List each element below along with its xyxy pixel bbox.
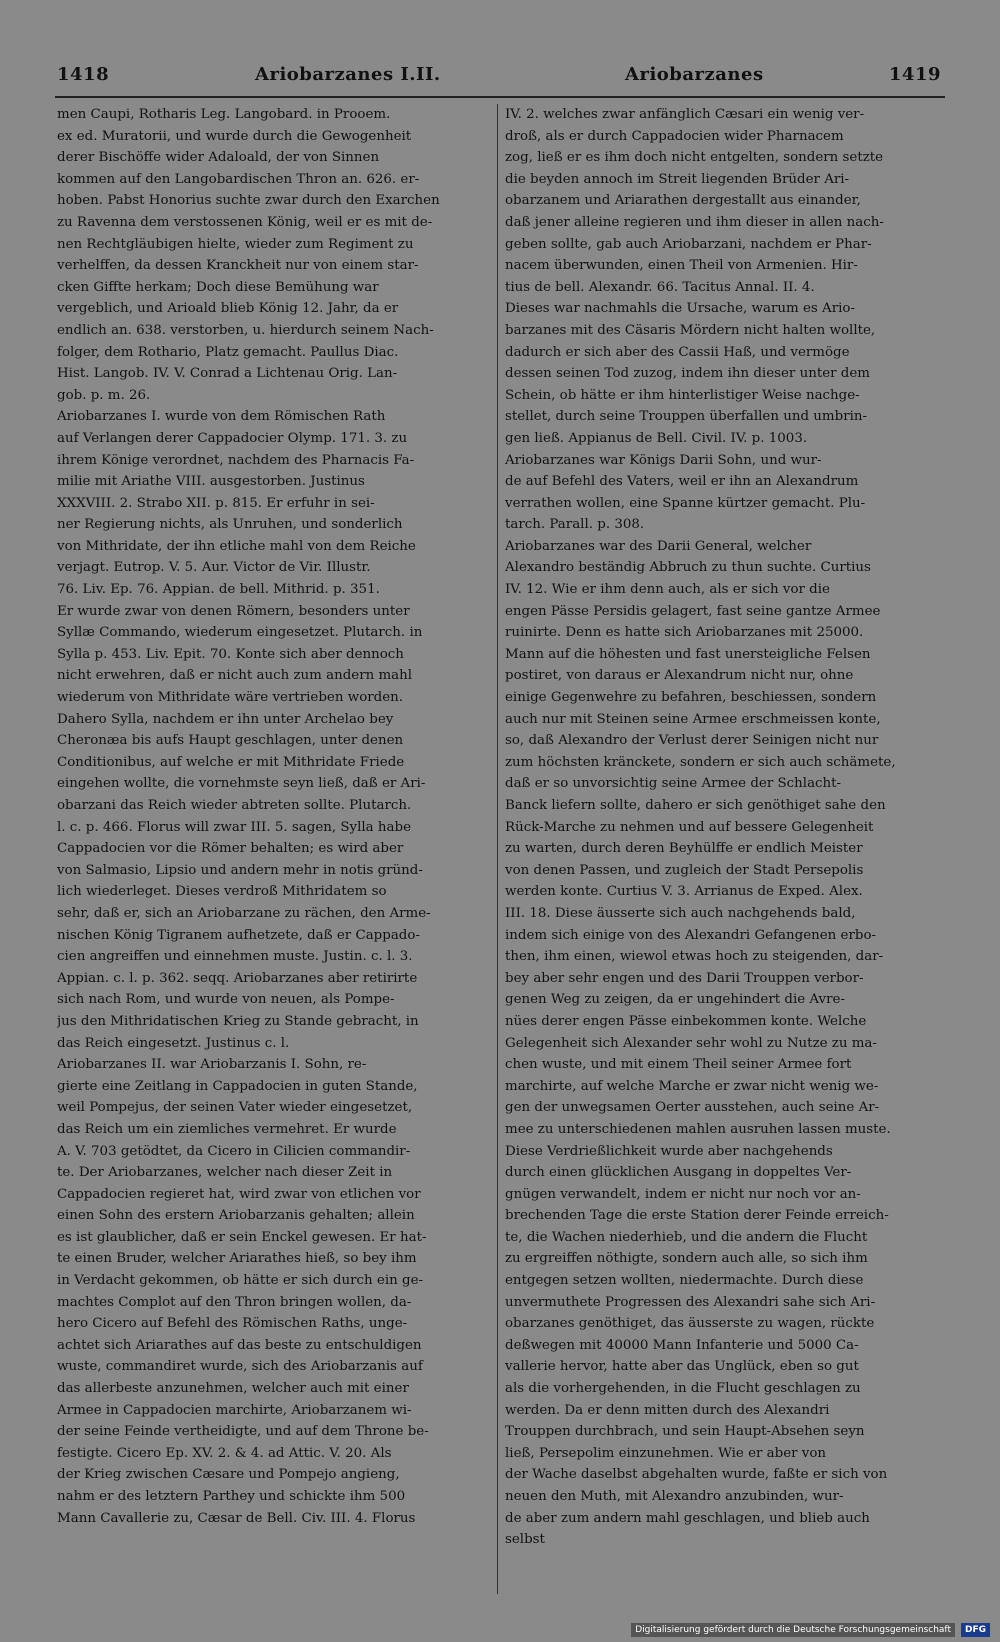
text-line: nicht erwehren, daß er nicht auch zum andern mahl: [57, 668, 413, 684]
text-line: daß jener alleine regieren und ihm dieser in allen nach-: [505, 214, 884, 230]
page-header: [55, 60, 945, 102]
text-line: wuste, commandiret wurde, sich des Ariobarzanis auf: [57, 1359, 423, 1375]
text-line: weil Pompejus, der seinen Vater wieder eingesetzet,: [57, 1100, 413, 1116]
text-line: Alexandro beständig Abbruch zu thun suchte. Curtius: [505, 560, 871, 576]
text-line: de aber zum andern mahl geschlagen, und blieb auch: [505, 1510, 870, 1526]
footer-text: Digitalisierung gefördert durch die Deutsche Forschungsgemeinschaft: [631, 1623, 955, 1637]
text-line: auf Verlangen derer Cappadocier Olymp. 171. 3. zu: [57, 430, 408, 446]
text-line: obarzani das Reich wieder abtreten sollte. Plutarch.: [57, 798, 412, 813]
text-line: de auf Befehl des Vaters, weil er ihn an Alexandrum: [505, 474, 859, 490]
text-line: IV. 12. Wie er ihm denn auch, als er sich vor die: [505, 582, 830, 598]
text-line: Cappadocien vor die Römer behalten; es wird aber: [57, 841, 404, 857]
text-line: geben sollte, gab auch Ariobarzani, nachdem er Phar-: [505, 236, 872, 252]
text-line: bey aber sehr engen und des Darii Trouppen verbor-: [505, 970, 864, 986]
text-line: dessen seinen Tod zuzog, indem ihn dieser unter dem: [505, 366, 870, 382]
text-line: durch einen glücklichen Ausgang in doppeltes Ver-: [505, 1165, 852, 1181]
book-page: [55, 60, 945, 1615]
text-columns: [55, 104, 945, 1615]
text-line: kommen auf den Langobardischen Thron an. 626. er-: [57, 171, 420, 187]
text-line: zog, ließ er es ihm doch nicht entgelten, sondern setzte: [505, 150, 884, 166]
text-line: nües derer engen Pässe einbekommen konte. Welche: [505, 1013, 867, 1029]
text-line: Ariobarzanes war des Darii General, welcher: [505, 538, 812, 554]
text-line: Diese Verdrießlichkeit wurde aber nachgehends: [505, 1143, 833, 1159]
text-line: vallerie hervor, hatte aber das Unglück, eben so gut: [505, 1359, 859, 1375]
text-line: te einen Bruder, welcher Ariarathes hieß, so bey ihm: [57, 1251, 417, 1267]
text-line: ließ, Persepolim einzunehmen. Wie er aber von: [505, 1445, 827, 1461]
text-line: der seine Feinde vertheidigte, und auf dem Throne be-: [57, 1424, 429, 1440]
text-line: A. V. 703 getödtet, da Cicero in Cilicien commandir-: [57, 1143, 411, 1159]
text-line: brechenden Tage die erste Station derer Feinde erreich-: [505, 1208, 889, 1224]
text-line: IV. 2. welches zwar anfänglich Cæsari ein wenig ver-: [505, 107, 865, 122]
text-line: die beyden annoch im Streit liegenden Brüder Ari-: [505, 171, 850, 187]
text-line: in Verdacht gekommen, ob hätte er sich durch ein ge-: [57, 1273, 424, 1289]
text-line: einen Sohn des erstern Ariobarzanis gehalten; allein: [57, 1208, 415, 1224]
text-line: gierte eine Zeitlang in Cappadocien in guten Stande,: [57, 1078, 418, 1094]
text-line: zum höchsten kränckete, sondern er sich auch schämete,: [505, 754, 896, 770]
text-line: nacem überwunden, einen Theil von Armenien. Hir-: [505, 258, 858, 274]
text-line: deßwegen mit 40000 Mann Infanterie und 5000 Ca-: [505, 1337, 859, 1353]
text-line: III. 18. Diese äusserte sich auch nachgehends bald,: [505, 905, 856, 921]
text-line: Mann auf die höhesten und fast unersteigliche Felsen: [505, 646, 871, 662]
text-line: Cappadocien regieret hat, wird zwar von etlichen vor: [57, 1186, 421, 1202]
text-line: cken Giffte herkam; Doch diese Bemühung war: [57, 279, 379, 295]
text-line: von Salmasio, Lipsio und andern mehr in notis gründ-: [57, 862, 423, 878]
text-line: Appian. c. l. p. 362. seqq. Ariobarzanes aber retirirte: [57, 970, 418, 986]
text-line: verrathen wollen, eine Spanne kürtzer gemacht. Plu-: [505, 495, 866, 511]
text-line: XXXVIII. 2. Strabo XII. p. 815. Er erfuhr in sei-: [57, 495, 375, 511]
header-rule: [55, 96, 945, 98]
text-line: wiederum von Mithridate wäre vertrieben worden.: [57, 690, 404, 706]
text-line: tarch. Parall. p. 308.: [505, 517, 645, 533]
text-line: indem sich einige von des Alexandri Gefangenen erbo-: [505, 927, 877, 943]
text-line: Ariobarzanes war Königs Darii Sohn, und wur-: [505, 452, 822, 468]
text-line: chen wuste, und mit einem Theil seiner Armee fort: [505, 1057, 852, 1073]
text-line: hero Cicero auf Befehl des Römischen Raths, unge-: [57, 1316, 408, 1332]
text-line: Syllæ Commando, wiederum eingesetzet. Plutarch. in: [57, 625, 423, 641]
text-line: 76. Liv. Ep. 76. Appian. de bell. Mithrid. p. 351.: [57, 582, 380, 598]
text-line: zu ergreiffen nöthigte, sondern auch alle, so sich ihm: [505, 1251, 868, 1267]
text-line: der Wache daselbst abgehalten wurde, faßte er sich von: [505, 1467, 888, 1483]
text-line: men Caupi, Rotharis Leg. Langobard. in Prooem.: [57, 107, 391, 122]
text-line: nahm er des letztern Parthey und schickte ihm 500: [57, 1489, 406, 1504]
text-line: obarzanem und Ariarathen dergestallt aus einander,: [505, 193, 861, 209]
text-line: nischen König Tigranem aufhetzete, daß er Cappado-: [57, 927, 420, 943]
text-line: das allerbeste anzunehmen, welcher auch mit einer: [57, 1381, 409, 1397]
text-line: Ariobarzanes I. wurde von dem Römischen Rath: [57, 409, 386, 425]
text-line: Rück-Marche zu nehmen und auf bessere Gelegenheit: [505, 819, 874, 835]
text-line: es ist glaublicher, daß er sein Enckel gewesen. Er hat-: [57, 1229, 427, 1245]
page-number-left: 1418: [57, 64, 110, 85]
text-line: ner Regierung nichts, als Unruhen, und sonderlich: [57, 517, 403, 533]
text-line: gen der unwegsamen Oerter ausstehen, auch seine Ar-: [505, 1100, 880, 1116]
text-line: machtes Complot auf den Thron bringen wollen, da-: [57, 1294, 412, 1310]
text-line: tius de bell. Alexandr. 66. Tacitus Annal. II. 4.: [505, 279, 815, 295]
text-line: Trouppen durchbrach, und sein Haupt-Absehen seyn: [505, 1424, 865, 1440]
text-line: Sylla p. 453. Liv. Epit. 70. Konte sich aber dennoch: [57, 646, 404, 662]
text-line: Armee in Cappadocien marchirte, Ariobarzanem wi-: [57, 1402, 412, 1418]
text-line: gob. p. m. 26.: [57, 387, 151, 403]
running-title-right: Ariobarzanes: [625, 64, 764, 85]
text-line: endlich an. 638. verstorben, u. hierdurch seinem Nach-: [57, 322, 434, 338]
text-line: cien angreiffen und einnehmen muste. Justin. c. l. 3.: [57, 949, 413, 965]
text-line: als die vorhergehenden, in die Flucht geschlagen zu: [505, 1381, 861, 1397]
text-line: nen Rechtgläubigen hielte, wieder zum Regiment zu: [57, 236, 414, 252]
text-line: marchirte, auf welche Marche er zwar nicht wenig we-: [505, 1078, 879, 1094]
text-line: stellet, durch seine Trouppen überfallen und umbrin-: [505, 409, 868, 425]
text-line: te. Der Ariobarzanes, welcher nach dieser Zeit in: [57, 1165, 393, 1181]
text-line: auch nur mit Steinen seine Armee erschmeissen konte,: [505, 711, 881, 727]
text-line: Ariobarzanes II. war Ariobarzanis I. Sohn, re-: [57, 1057, 367, 1073]
text-line: then, ihm einen, wiewol etwas hoch zu steigenden, dar-: [505, 949, 884, 965]
text-line: das Reich um ein ziemliches vermehret. Er wurde: [57, 1121, 397, 1137]
text-line: von Mithridate, der ihn etliche mahl von dem Reiche: [57, 538, 416, 554]
text-line: Cheronæa bis aufs Haupt geschlagen, unter denen: [57, 733, 404, 749]
text-line: daß er so unvorsichtig seine Armee der Schlacht-: [505, 776, 842, 792]
text-line: unvermuthete Progressen des Alexandri sahe sich Ari-: [505, 1294, 876, 1310]
text-line: gnügen verwandelt, indem er nicht nur noch vor an-: [505, 1186, 861, 1202]
column-divider: [497, 104, 498, 1594]
text-line: gen ließ. Appianus de Bell. Civil. IV. p. 1003.: [505, 430, 808, 446]
text-line: l. c. p. 466. Florus will zwar III. 5. sagen, Sylla habe: [57, 819, 412, 835]
text-line: von denen Passen, und zugleich der Stadt Persepolis: [505, 862, 864, 878]
text-line: so, daß Alexandro der Verlust derer Seinigen nicht nur: [505, 733, 879, 749]
text-line: festigte. Cicero Ep. XV. 2. & 4. ad Attic. V. 20. Als: [57, 1445, 392, 1461]
text-line: lich wiederleget. Dieses verdroß Mithridatem so: [57, 884, 387, 900]
text-line: zu Ravenna dem verstossenen König, weil er es mit de-: [57, 214, 433, 230]
right-column: [505, 104, 937, 1551]
text-line: dadurch er sich aber des Cassii Haß, und vermöge: [505, 344, 850, 360]
text-line: Dahero Sylla, nachdem er ihn unter Archelao bey: [57, 711, 394, 727]
text-line: hoben. Pabst Honorius suchte zwar durch den Exarchen: [57, 193, 440, 209]
text-line: te, die Wachen niederhieb, und die andern die Flucht: [505, 1229, 868, 1245]
text-line: obarzanes genöthiget, das äusserste zu wagen, rückte: [505, 1316, 875, 1332]
text-line: verhelffen, da dessen Kranckheit nur von einem star-: [57, 258, 419, 274]
text-line: eingehen wollte, die vornehmste seyn ließ, daß er Ari-: [57, 776, 426, 792]
text-line: der Krieg zwischen Cæsare und Pompejo angieng,: [57, 1467, 400, 1483]
text-line: ex ed. Muratorii, und wurde durch die Gewogenheit: [57, 128, 412, 144]
text-line: Mann Cavallerie zu, Cæsar de Bell. Civ. III. 4. Florus: [57, 1510, 416, 1526]
text-line: jus den Mithridatischen Krieg zu Stande gebracht, in: [57, 1013, 419, 1029]
text-line: werden konte. Curtius V. 3. Arrianus de Exped. Alex.: [505, 884, 863, 900]
text-line: folger, dem Rothario, Platz gemacht. Paullus Diac.: [57, 344, 399, 360]
text-line: ihrem Könige verordnet, nachdem des Pharnacis Fa-: [57, 452, 415, 468]
text-line: neuen den Muth, mit Alexandro anzubinden, wur-: [505, 1489, 844, 1504]
text-line: barzanes mit des Cäsaris Mördern nicht halten wollte,: [505, 322, 876, 338]
text-line: Banck liefern sollte, dahero er sich genöthiget sahe den: [505, 798, 886, 813]
text-line: verjagt. Eutrop. V. 5. Aur. Victor de Vir. Illustr.: [57, 560, 371, 576]
text-line: einige Gegenwehre zu befahren, beschiessen, sondern: [505, 690, 877, 706]
running-title-left: Ariobarzanes I.II.: [255, 64, 441, 85]
text-line: zu warten, durch deren Beyhülffe er endlich Meister: [505, 841, 863, 857]
left-column: [57, 104, 489, 1529]
text-line: engen Pässe Persidis gelagert, fast seine gantze Armee: [505, 603, 881, 619]
text-line: achtet sich Ariarathes auf das beste zu entschuldigen: [57, 1337, 422, 1353]
text-line: Er wurde zwar von denen Römern, besonders unter: [57, 603, 410, 619]
text-line: postiret, von daraus er Alexandrum nicht nur, ohne: [505, 668, 854, 684]
text-line: Dieses war nachmahls die Ursache, warum es Ario-: [505, 301, 855, 317]
text-line: genen Weg zu zeigen, da er ungehindert die Avre-: [505, 992, 845, 1008]
text-line: selbst: [505, 1532, 545, 1548]
text-line: Conditionibus, auf welche er mit Mithridate Friede: [57, 754, 405, 770]
text-line: entgegen setzen wollten, niedermachte. Durch diese: [505, 1273, 864, 1289]
dfg-logo: DFG: [961, 1623, 990, 1637]
footer-credit: [631, 1620, 990, 1640]
text-line: vergeblich, und Arioald blieb König 12. Jahr, da er: [57, 301, 399, 317]
text-line: Hist. Langob. IV. V. Conrad a Lichtenau Orig. Lan-: [57, 366, 398, 382]
text-line: sehr, daß er, sich an Ariobarzane zu rächen, den Arme-: [57, 905, 431, 921]
text-line: werden. Da er denn mitten durch des Alexandri: [505, 1402, 830, 1418]
text-line: milie mit Ariathe VIII. ausgestorben. Justinus: [57, 474, 365, 490]
page-number-right: 1419: [888, 64, 941, 85]
text-line: Gelegenheit sich Alexander sehr wohl zu Nutze zu ma-: [505, 1035, 877, 1051]
text-line: Schein, ob hätte er ihm hinterlistiger Weise nachge-: [505, 387, 860, 403]
text-line: derer Bischöffe wider Adaloald, der von Sinnen: [57, 150, 380, 166]
text-line: sich nach Rom, und wurde von neuen, als Pompe-: [57, 992, 395, 1008]
text-line: mee zu unterschiedenen mahlen ausruhen lassen muste.: [505, 1121, 891, 1137]
text-line: droß, als er durch Cappadocien wider Pharnacem: [505, 128, 844, 144]
text-line: ruinirte. Denn es hatte sich Ariobarzanes mit 25000.: [505, 625, 864, 641]
text-line: das Reich eingesetzt. Justinus c. l.: [57, 1035, 290, 1051]
